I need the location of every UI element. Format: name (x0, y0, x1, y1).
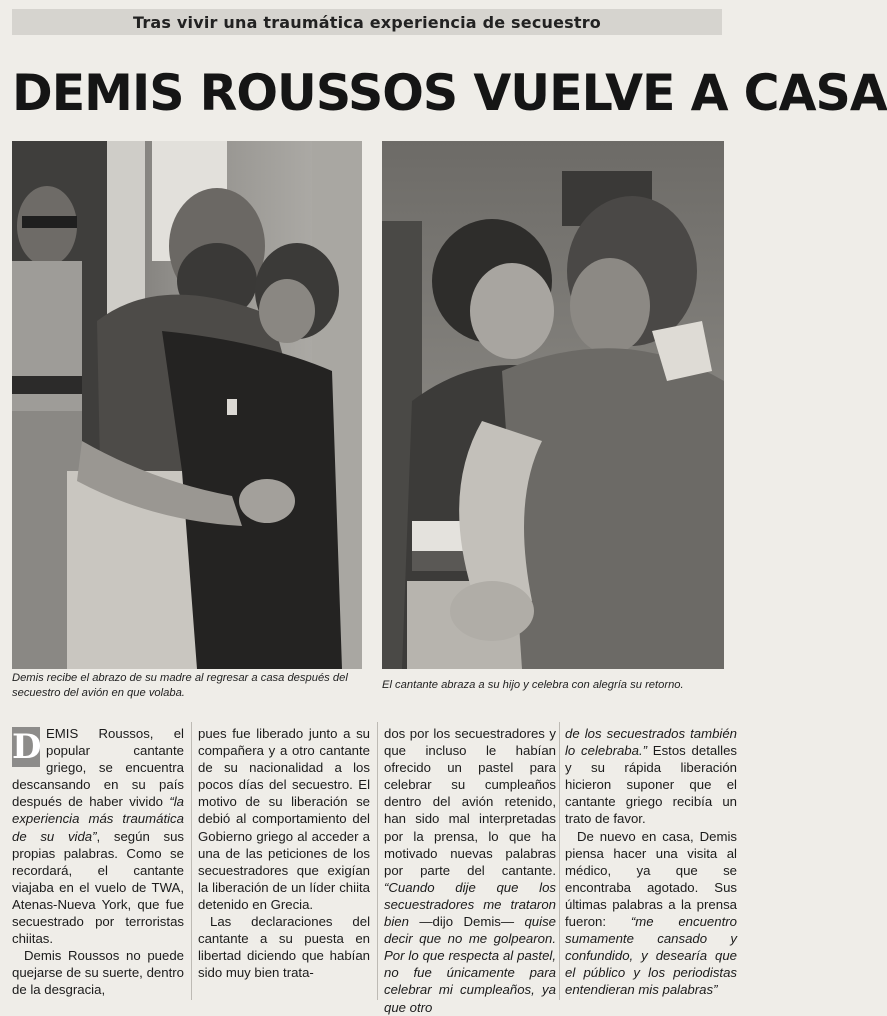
article-column-2 (198, 725, 370, 1000)
article-paragraph (12, 725, 184, 947)
article-column-4 (565, 725, 737, 1000)
column-divider (377, 722, 378, 1000)
article-column-1 (12, 725, 184, 1000)
column-divider (559, 722, 560, 1000)
article-paragraph: Demis Roussos no puede quejarse de su suerte, dentro de la desgracia, (12, 948, 184, 998)
article-text: —dijo Demis— (408, 914, 525, 930)
caption-left: Demis recibe el abrazo de su madre al regresar a casa después del secuestro del avión en que volaba. (12, 672, 348, 699)
article-quote: “Cuando dije que los secuestradores me trataron bien (384, 879, 556, 930)
article-text: Estos detalles y su rápida liberación hicieron suponer que el cantante griego recibía un trato de favor. (565, 743, 737, 827)
article-text: De nuevo en casa, Demis piensa hacer una visita al médico, ya que se encontraba agotado. Sus últimas palabras a la prensa fueron: (565, 828, 737, 930)
kicker-banner (12, 9, 722, 35)
article-column-3 (384, 725, 556, 1015)
article-quote: quise decir que no me golpearon. Por lo que respecta al pastel, no fue únicamente para celebrar mi cumpleaños, ya que otro (384, 914, 556, 1015)
article-quote: de los secuestrados también lo celebraba.” (565, 726, 737, 759)
article-paragraph (565, 828, 737, 999)
drop-cap: D (12, 727, 42, 767)
column-divider (191, 722, 192, 1000)
caption-right: El cantante abraza a su hijo y celebra con alegría su retorno. (382, 679, 684, 691)
article-text: dos por los secuestradores y que incluso le habían ofrecido un pastel para celebrar su cumpleaños dentro del avión retenido, han sido mal interpretadas por la prensa, lo que ha motivado nuevas palabras por parte del cantante. (384, 726, 556, 878)
headline: DEMIS ROUSSOS VUELVE A CASA (12, 64, 887, 122)
photo-mother-embrace (12, 141, 362, 669)
article-paragraph (565, 725, 737, 828)
article-text: EMIS Roussos, el popular cantante griego, se encuentra descansando en su país después de haber vivido (12, 726, 184, 810)
article-quote: “me encuentro sumamente cansado y confundido, y desearía que el público y los periodistas entendieran mis palabras” (565, 914, 737, 998)
kicker-text: Tras vivir una traumática experiencia de secuestro (132, 12, 601, 32)
article-text: , según sus propias palabras. Como se recordará, el cantante viajaba en el vuelo de TWA, Atenas-Nueva York, que fue secuestrado por terroristas chiitas. (12, 828, 184, 947)
article-paragraph (384, 725, 556, 1016)
article-paragraph: Las declaraciones del cantante a su puesta en libertad diciendo que habían sido muy bien trata- (198, 914, 370, 981)
photo-son-embrace (382, 141, 724, 669)
article-paragraph: pues fue liberado junto a su compañera y a otro cantante de su nacionalidad a los pocos días del secuestro. El motivo de su liberación se debió al comportamiento del Gobierno griego al acceder a una de las peticiones de los secuestradores que exigían la liberación de un líder chiita detenido en Grecia. (198, 726, 370, 912)
article-quote: “la experiencia más traumática de su vida” (12, 794, 184, 844)
